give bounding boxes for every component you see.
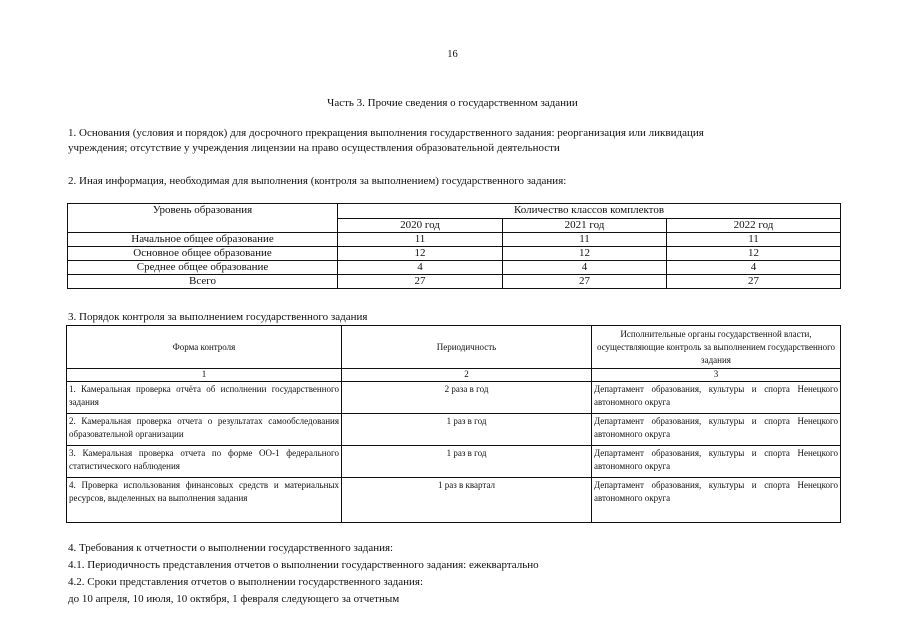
level-header: Уровень образования xyxy=(68,204,338,233)
count-cell: 12 xyxy=(338,247,503,261)
section-3-title: 3. Порядок контроля за выполнением государственного задания xyxy=(68,311,368,323)
period-header: Периодичность xyxy=(342,326,592,369)
section-1-line-1: 1. Основания (условия и порядок) для досрочного прекращения выполнения государственного задания: реорганизация или ликвидация xyxy=(68,127,704,139)
section-1-termination-grounds xyxy=(68,126,808,156)
level-cell: Среднее общее образование xyxy=(68,261,338,275)
table-row xyxy=(67,382,841,414)
section-2-title: 2. Иная информация, необходимая для выполнения (контроля за выполнением) государственного задания: xyxy=(68,175,567,187)
count-cell: 11 xyxy=(503,233,667,247)
control-body-cell: Департамент образования, культуры и спорта Ненецкого автономного округа xyxy=(592,414,841,446)
org-header: Исполнительные органы государственной власти, осуществляющие контроль за выполнением государственного задания xyxy=(592,326,841,369)
control-table-number-row xyxy=(67,369,841,382)
periodicity-cell: 2 раза в год xyxy=(342,382,592,414)
table-row xyxy=(68,247,841,261)
column-number: 1 xyxy=(67,369,342,382)
control-form-cell: 2. Камеральная проверка отчета о результатах самообследования образовательной организации xyxy=(67,414,342,446)
section-4-line-1: 4.1. Периодичность представления отчетов о выполнении государственного задания: ежеквартально xyxy=(68,559,539,571)
periodicity-cell: 1 раз в год xyxy=(342,446,592,478)
control-form-cell: 4. Проверка использования финансовых средств и материальных ресурсов, выделенных на выполнения задания xyxy=(67,478,342,523)
table-row xyxy=(67,478,841,523)
section-4-line-3: до 10 апреля, 10 июля, 10 октября, 1 февраля следующего за отчетным xyxy=(68,593,400,605)
periodicity-cell: 1 раз в год xyxy=(342,414,592,446)
classes-table xyxy=(67,203,841,289)
control-body-cell: Департамент образования, культуры и спорта Ненецкого автономного округа xyxy=(592,446,841,478)
part-title: Часть 3. Прочие сведения о государственном задании xyxy=(327,97,578,109)
count-cell: 4 xyxy=(503,261,667,275)
table-row xyxy=(68,261,841,275)
section-1-line-2: учреждения; отсутствие у учреждения лицензии на право осуществления образовательной деятельности xyxy=(68,142,560,154)
section-4-title: 4. Требования к отчетности о выполнении государственного задания: xyxy=(68,542,394,554)
form-header: Форма контроля xyxy=(67,326,342,369)
count-cell: 12 xyxy=(503,247,667,261)
level-cell: Основное общее образование xyxy=(68,247,338,261)
control-table xyxy=(66,325,841,523)
count-cell: 27 xyxy=(338,275,503,289)
page-number: 16 xyxy=(447,49,458,60)
control-body-cell: Департамент образования, культуры и спорта Ненецкого автономного округа xyxy=(592,382,841,414)
control-body-cell: Департамент образования, культуры и спорта Ненецкого автономного округа xyxy=(592,478,841,523)
count-cell: 4 xyxy=(667,261,841,275)
level-cell: Начальное общее образование xyxy=(68,233,338,247)
count-header: Количество классов комплектов xyxy=(338,204,841,219)
control-form-cell: 3. Камеральная проверка отчета по форме ОО-1 федерального статистического наблюдения xyxy=(67,446,342,478)
section-4-line-2: 4.2. Сроки представления отчетов о выполнении государственного задания: xyxy=(68,576,424,588)
count-cell: 12 xyxy=(667,247,841,261)
section-4-reporting xyxy=(68,540,539,608)
control-table-header-row xyxy=(67,326,841,369)
table-row xyxy=(68,233,841,247)
count-cell: 11 xyxy=(667,233,841,247)
year-header: 2022 год xyxy=(667,218,841,233)
level-cell: Всего xyxy=(68,275,338,289)
periodicity-cell: 1 раз в квартал xyxy=(342,478,592,523)
table-row xyxy=(67,414,841,446)
table-row-total xyxy=(68,275,841,289)
column-number: 3 xyxy=(592,369,841,382)
count-cell: 27 xyxy=(503,275,667,289)
year-header: 2020 год xyxy=(338,218,503,233)
count-cell: 4 xyxy=(338,261,503,275)
control-form-cell: 1. Камеральная проверка отчёта об исполнении государственного задания xyxy=(67,382,342,414)
classes-table-header-row xyxy=(68,204,841,219)
column-number: 2 xyxy=(342,369,592,382)
count-cell: 11 xyxy=(338,233,503,247)
table-row xyxy=(67,446,841,478)
year-header: 2021 год xyxy=(503,218,667,233)
count-cell: 27 xyxy=(667,275,841,289)
